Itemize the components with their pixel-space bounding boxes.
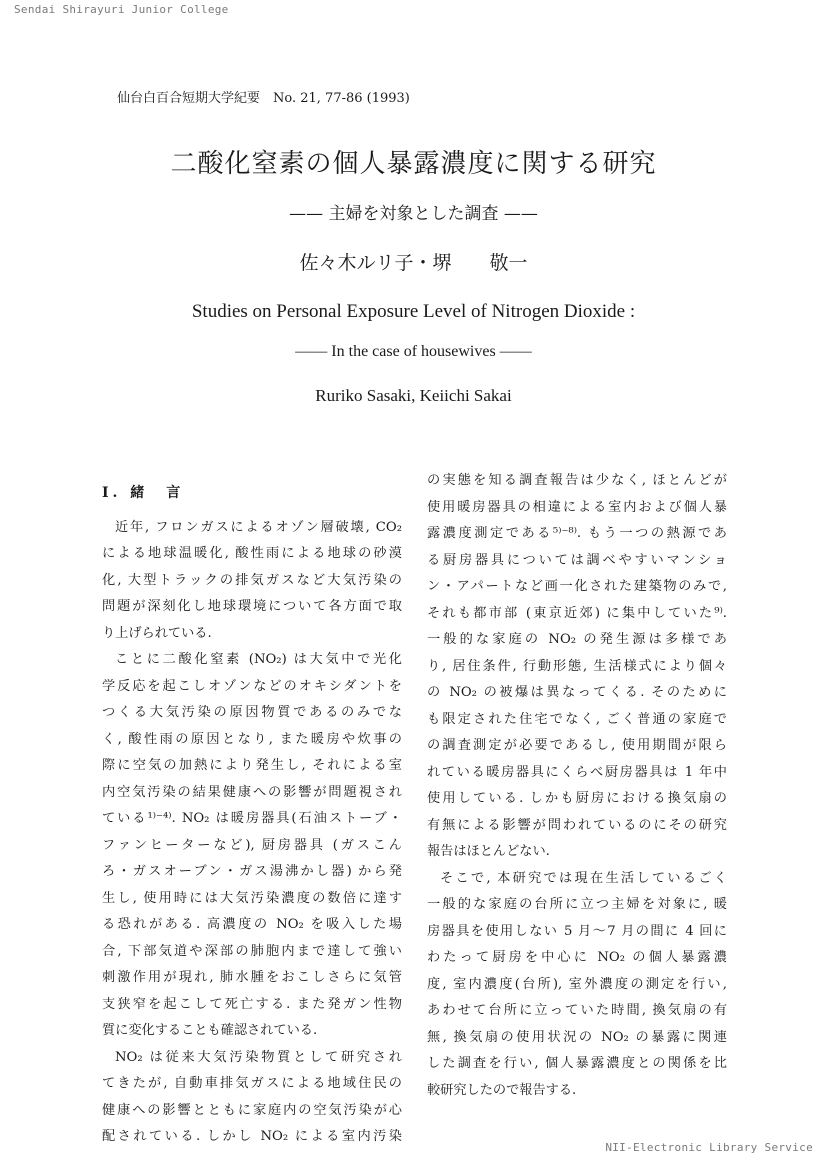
- watermark-bottom: NII-Electronic Library Service: [605, 1141, 813, 1154]
- text-line: した調査を行い, 個人暴露濃度との関係を比: [427, 1056, 727, 1071]
- text-line: 支狭窄を起こして死亡する. また発ガン性物: [102, 996, 402, 1012]
- text-line: ろ・ガスオーブン・ガス湯沸かし器) から発: [102, 864, 402, 879]
- body-column-left: [102, 468, 402, 1151]
- text-line: の調査測定が必要であるし, 使用期間が限ら: [427, 738, 727, 753]
- text-line: 合, 下部気道や深部の肺胞内まで達して強い: [102, 943, 402, 959]
- text-line: 度, 室内濃度(台所), 室外濃度の測定を行い,: [427, 976, 727, 992]
- text-line: く, 酸性雨の原因となり, また暖房や炊事の: [102, 731, 402, 747]
- text-line: 無, 換気扇の使用状況の NO₂ の暴露に関連: [427, 1029, 727, 1045]
- title-japanese: 二酸化窒素の個人暴露濃度に関する研究: [170, 149, 657, 179]
- text-line: 学反応を起こしオゾンなどのオキシダントを: [102, 678, 402, 694]
- text-line: あわせて台所に立っていた時間, 換気扇の有: [427, 1003, 727, 1018]
- subtitle-english: —— In the case of housewives ——: [295, 343, 532, 360]
- text-line: の NO₂ の被爆は異なってくる. そのために: [427, 685, 727, 700]
- text-line: 生し, 使用時には大気汚染濃度の数倍に達す: [102, 890, 402, 906]
- text-line: 使用暖房器具の相違による室内および個人暴: [427, 499, 727, 515]
- text-line: ている¹⁾⁻⁴⁾. NO₂ は暖房器具(石油ストーブ・: [102, 811, 402, 826]
- text-line: 化, 大型トラックの排気ガスなど大気汚染の: [102, 572, 402, 588]
- text-line: 刺激作用が現れ, 肺水腫をおこしさらに気管: [102, 970, 402, 985]
- text-line: 健康への影響とともに家庭内の空気汚染が心: [102, 1102, 402, 1118]
- text-line: 一般的な家庭の台所に立つ主婦を対象に, 暖: [427, 897, 727, 912]
- text-line: 較研究したので報告する.: [427, 1082, 577, 1098]
- text-line: る厨房器具については調べやすいマンショ: [427, 552, 727, 568]
- section-heading: I. 緒 言: [102, 485, 185, 501]
- text-line: ファンヒーターなど), 厨房器具 (ガスこん: [102, 837, 402, 853]
- text-line: 報告はほとんどない.: [427, 844, 550, 859]
- text-line: ン・アパートなど画一化された建築物のみで,: [427, 579, 727, 594]
- watermark-top: Sendai Shirayuri Junior College: [14, 3, 229, 16]
- text-line: 房器具を使用しない 5 月～7 月の間に 4 回に: [427, 923, 727, 939]
- text-line: わたって厨房を中心に NO₂ の個人暴露濃: [427, 950, 727, 965]
- journal-citation: 仙台白百合短期大学紀要 No. 21, 77-86 (1993): [117, 91, 410, 106]
- text-line: る恐れがある. 高濃度の NO₂ を吸入した場: [102, 917, 402, 932]
- text-line: 際に空気の加熱により発生し, それによる室: [102, 758, 402, 773]
- text-line: 内空気汚染の結果健康への影響が問題視され: [102, 784, 402, 800]
- text-line: そこで, 本研究では現在生活しているごく: [440, 870, 727, 886]
- text-line: り上げられている.: [102, 625, 212, 641]
- authors-japanese: 佐々木ルリ子・堺 敬一: [299, 252, 528, 274]
- text-line: 使用している. しかも厨房における換気扇の: [427, 791, 727, 806]
- body-column-right: [427, 468, 727, 1104]
- text-line: 質に変化することも確認されている.: [102, 1023, 318, 1038]
- text-line: つくる大気汚染の原因物質であるのみでな: [102, 705, 402, 720]
- text-line: 配されている. しかし NO₂ による室内汚染: [102, 1129, 402, 1144]
- text-line: 近年, フロンガスによるオゾン層破壊, CO₂: [115, 519, 402, 535]
- text-line: ことに二酸化窒素 (NO₂) は大気中で光化: [115, 652, 402, 667]
- text-line: NO₂ は従来大気汚染物質として研究され: [115, 1049, 402, 1065]
- text-line: 問題が深刻化し地球環境について各方面で取: [102, 599, 402, 614]
- text-line: の実態を知る調査報告は少なく, ほとんどが: [427, 473, 727, 488]
- text-line: 有無による影響が問われているのにその研究: [427, 817, 727, 833]
- text-line: てきたが, 自動車排気ガスによる地域住民の: [102, 1076, 402, 1091]
- subtitle-japanese: —— 主婦を対象とした調査 ——: [289, 204, 538, 224]
- text-line: も限定された住宅でなく, ごく普通の家庭で: [427, 711, 727, 727]
- text-line: 露濃度測定である⁵⁾⁻⁸⁾. もう一つの熱源であ: [427, 526, 727, 541]
- title-english: Studies on Personal Exposure Level of Nitrogen Dioxide :: [191, 301, 636, 322]
- text-line: 一般的な家庭の NO₂ の発生源は多様であ: [427, 632, 727, 647]
- text-line: れている暖房器具にくらべ厨房器具は 1 年中: [427, 764, 727, 780]
- authors-english: Ruriko Sasaki, Keiichi Sakai: [315, 386, 512, 405]
- text-line: それも都市部 (東京近郊) に集中していた⁹⁾.: [427, 605, 727, 621]
- text-line: による地球温暖化, 酸性雨による地球の砂漠: [102, 546, 402, 561]
- text-line: り, 居住条件, 行動形態, 生活様式により個々: [427, 658, 727, 674]
